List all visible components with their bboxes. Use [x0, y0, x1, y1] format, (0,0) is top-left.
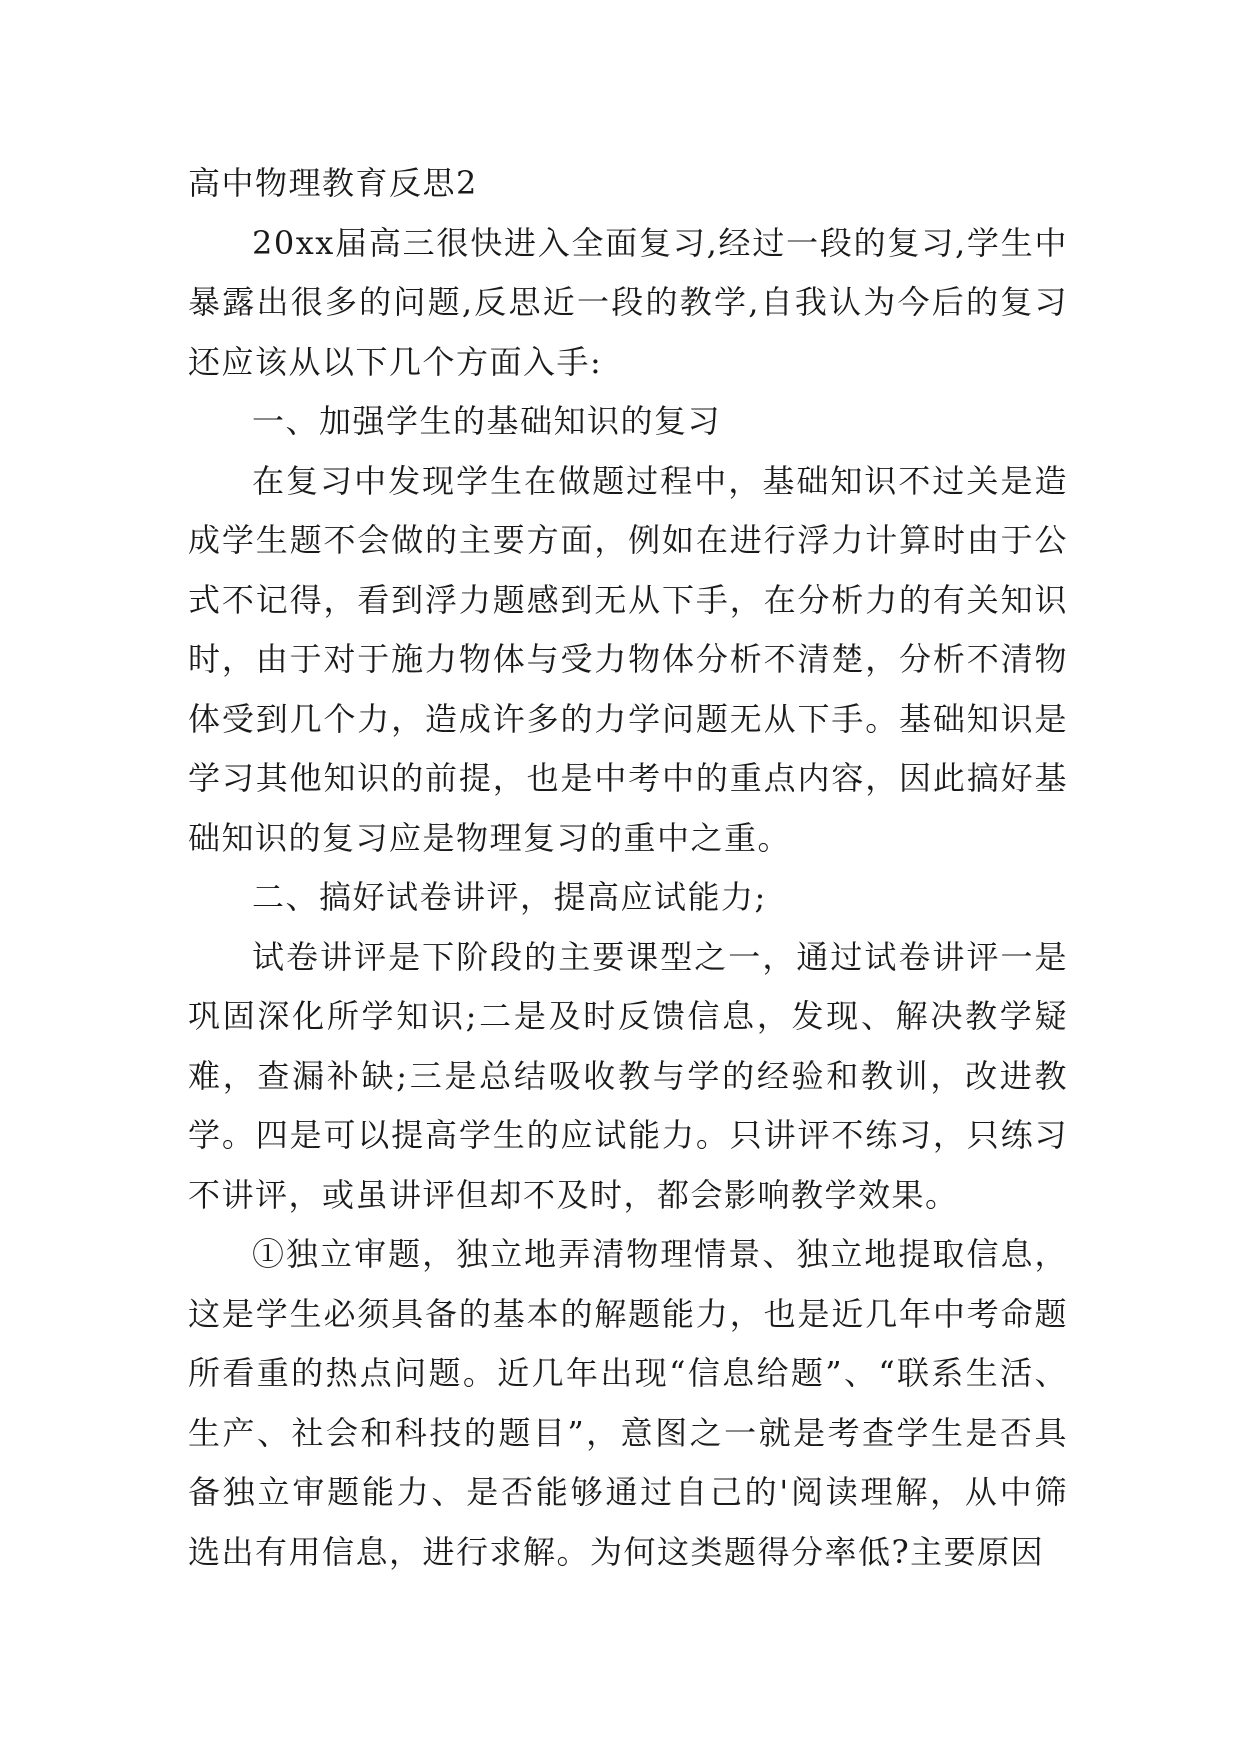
intro-paragraph: 20xx届高三很快进入全面复习,经过一段的复习,学生中暴露出很多的问题,反思近一段的教学,自我认为今后的复习还应该从以下几个方面入手: [188, 223, 1068, 381]
point-one-paragraph: ①独立审题，独立地弄清物理情景、独立地提取信息，这是学生必须具备的基本的解题能力，也是近几年中考命题所看重的热点问题。近几年出现“信息给题”、“联系生活、生产、社会和科技的题目”，意图之一就是考查学生是否具备独立审题能力、是否能够通过自己的'阅读理解，从中筛选出有用信息，进行求解。为何这类题得分率低?主要原因 [188, 1235, 1068, 1571]
document-title: 高中物理教育反思2 [188, 164, 478, 202]
section-heading-two: 二、搞好试卷讲评，提高应试能力; [252, 878, 767, 916]
section-heading-one: 一、加强学生的基础知识的复习 [252, 402, 722, 440]
section-two-paragraph: 试卷讲评是下阶段的主要课型之一，通过试卷讲评一是巩固深化所学知识;二是及时反馈信息，发现、解决教学疑难，查漏补缺;三是总结吸收教与学的经验和教训，改进教学。四是可以提高学生的应试能力。只讲评不练习，只练习不讲评，或虽讲评但却不及时，都会影响教学效果。 [188, 937, 1068, 1214]
document-body [188, 154, 1068, 1582]
section-one-paragraph: 在复习中发现学生在做题过程中，基础知识不过关是造成学生题不会做的主要方面，例如在进行浮力计算时由于公式不记得，看到浮力题感到无从下手，在分析力的有关知识时，由于对于施力物体与受力物体分析不清楚，分析不清物体受到几个力，造成许多的力学问题无从下手。基础知识是学习其他知识的前提，也是中考中的重点内容，因此搞好基础知识的复习应是物理复习的重中之重。 [188, 461, 1068, 857]
